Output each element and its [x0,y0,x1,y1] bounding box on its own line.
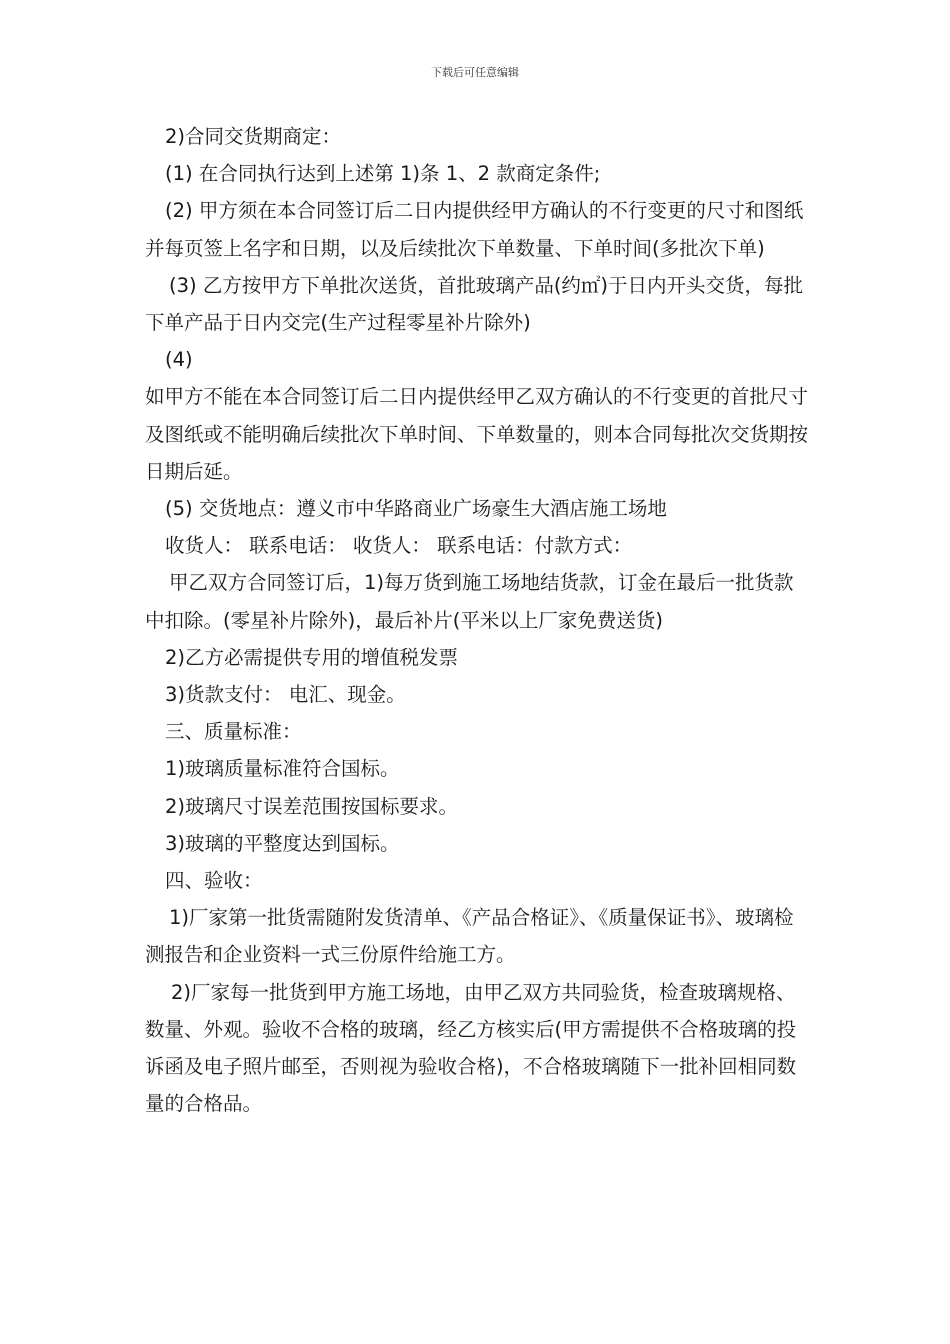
page-header: 下载后可任意编辑 [431,66,519,79]
paragraph: 2)乙方必需提供专用的增值税发票 [165,645,459,669]
section-heading: 三、质量标准： [165,720,302,744]
paragraph: 3)玻璃的平整度达到国标。 [165,831,400,855]
paragraph: 2)厂家每一批货到甲方施工场地，由甲乙双方共同验货，检查玻璃规格、数量、外观。验收不合格的玻璃，经乙方核实后(甲方需提供不合格玻璃的投诉函及电子照片邮至，否则视为验收合格)，不合格玻璃随下一批补回相同数量的合格品。 [145,980,797,1116]
paragraph: 如甲方不能在本合同签订后二日内提供经甲乙双方确认的不行变更的首批尺寸及图纸或不能明确后续批次下单时间、下单数量的，则本合同每批次交货期按日期后延。 [145,385,809,483]
paragraph: 2)合同交货期商定： [165,125,342,148]
section-heading: 四、验收： [165,869,263,893]
paragraph: (1) 在合同执行达到上述第 1)条 1、2 款商定条件; [165,162,601,186]
paragraph: 3)货款支付： 电汇、现金。 [165,683,406,707]
paragraph: 2)玻璃尺寸误差范围按国标要求。 [165,794,459,818]
paragraph: (2) 甲方须在本合同签订后二日内提供经甲方确认的不行变更的尺寸和图纸并每页签上名字和日期，以及后续批次下单数量、下单时间(多批次下单) [145,199,804,260]
paragraph: (3) 乙方按甲方下单批次送货，首批玻璃产品(约㎡)于日内开头交货，每批下单产品于日内交完(生产过程零星补片除外) [145,273,804,335]
paragraph: 1)玻璃质量标准符合国标。 [165,757,400,781]
paragraph: 甲乙双方合同签订后，1)每万货到施工场地结货款，订金在最后一批货款中扣除。(零星补片除外)，最后补片(平米以上厂家免费送货) [145,571,794,632]
paragraph: (4) [165,348,193,372]
paragraph: 收货人： 联系电话： 收货人： 联系电话：付款方式： [165,534,633,558]
paragraph: (5) 交货地点：遵义市中华路商业广场豪生大酒店施工场地 [165,497,667,521]
document-body [145,118,809,1122]
paragraph: 1)厂家第一批货需随附发货清单、《产品合格证》、《质量保证书》、玻璃检测报告和企业资料一式三份原件给施工方。 [145,906,794,967]
